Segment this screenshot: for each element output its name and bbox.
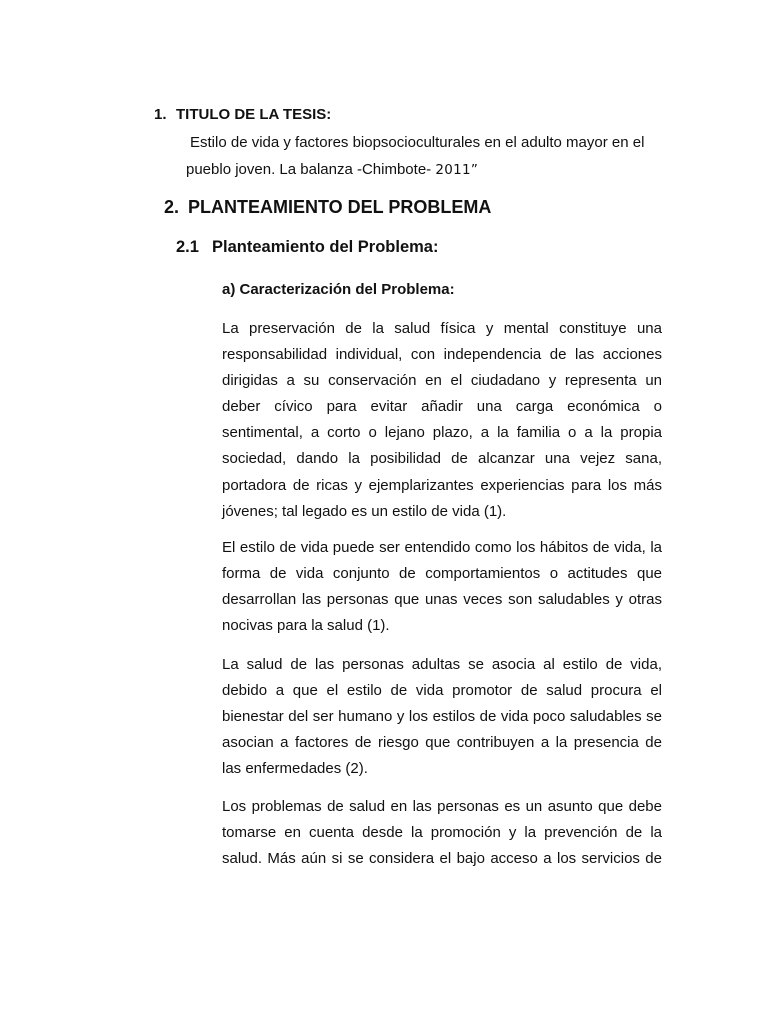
paragraph-line: nocivas para la salud (1). <box>222 617 390 635</box>
paragraph-line: La salud de las personas adultas se asocia al estilo de vida, <box>222 656 662 673</box>
paragraph-2 <box>222 535 662 639</box>
paragraph-line: El estilo de vida puede ser entendido como los hábitos de vida, la <box>222 539 662 556</box>
section-2-heading: PLANTEAMIENTO DEL PROBLEMA <box>188 197 492 217</box>
paragraph-line: asocian a factores de riesgo que contribuyen a la presencia de <box>222 734 662 752</box>
paragraph-3 <box>222 652 662 782</box>
section-2-1-number: 2.1 <box>176 238 199 256</box>
paragraph-line: forma de vida conjunto de comportamientos o actitudes que <box>222 565 662 583</box>
paragraph-line: tomarse en cuenta desde la promoción y la prevención de la <box>222 824 662 842</box>
paragraph-line: deber cívico para evitar añadir una carga económica o <box>222 398 662 416</box>
paragraph-4 <box>222 794 662 872</box>
paragraph-line: Los problemas de salud en las personas es un asunto que debe <box>222 798 662 815</box>
thesis-title-year: 2011” <box>435 162 479 178</box>
paragraph-line: portadora de ricas y ejemplarizantes experiencias para los más <box>222 476 662 494</box>
paragraph-line: bienestar del ser humano y los estilos de vida poco saludables se <box>222 708 662 726</box>
paragraph-line: sociedad, dando la posibilidad de alcanzar una vejez sana, <box>222 450 662 468</box>
section-1-number: 1. <box>154 106 167 123</box>
thesis-title-line-2 <box>186 161 478 179</box>
subsection-a-heading: a) Caracterización del Problema: <box>222 281 455 298</box>
paragraph-line: salud. Más aún si se considera el bajo acceso a los servicios de <box>222 850 662 868</box>
section-1-heading: TITULO DE LA TESIS: <box>176 106 332 123</box>
paragraph-line: jóvenes; tal legado es un estilo de vida (1). <box>222 502 507 520</box>
paragraph-line: responsabilidad individual, con independencia de las acciones <box>222 346 662 364</box>
paragraph-line: desarrollan las personas que unas veces son saludables y otras <box>222 591 662 609</box>
paragraph-line: dirigidas a su conservación en el ciudadano y representa un <box>222 372 662 390</box>
paragraph-line: sentimental, a corto o lejano plazo, a la familia o a la propia <box>222 424 662 442</box>
section-2-number: 2. <box>164 197 180 217</box>
paragraph-line: las enfermedades (2). <box>222 760 368 778</box>
thesis-title-line-2-text: pueblo joven. La balanza -Chimbote- <box>186 161 436 178</box>
paragraph-line: debido a que el estilo de vida promotor de salud procura el <box>222 682 662 700</box>
thesis-title-line-1: Estilo de vida y factores biopsocioculturales en el adulto mayor en el <box>190 134 645 151</box>
section-2-1-heading: Planteamiento del Problema: <box>212 238 439 256</box>
paragraph-1 <box>222 316 662 525</box>
paragraph-line: La preservación de la salud física y mental constituye una <box>222 320 662 337</box>
